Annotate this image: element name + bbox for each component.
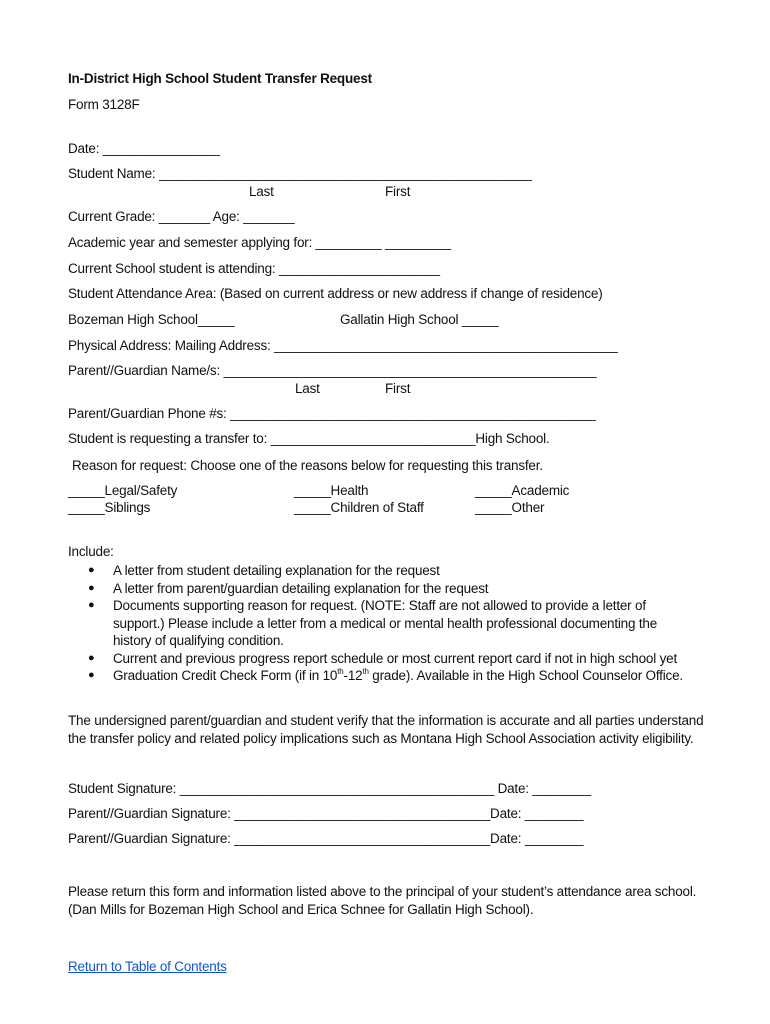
include-item-text: Graduation Credit Check Form (if in 10 — [113, 668, 338, 683]
student-name-first-label: First — [385, 184, 411, 199]
bozeman-option: Bozeman High School_____ — [68, 312, 235, 327]
list-item — [68, 562, 708, 580]
student-name-last-label: Last — [249, 184, 274, 199]
include-item-text: A letter from parent/guardian detailing explanation for the request — [113, 580, 489, 596]
verification-paragraph: The undersigned parent/guardian and student verify that the information is accurate and all parties understand the transfer policy and related policy implications such as Montana High School Association activity eligibility. — [68, 713, 704, 746]
list-item — [68, 597, 708, 650]
list-item — [68, 650, 708, 668]
reason-siblings: _____Siblings — [68, 500, 151, 515]
reason-other: _____Other — [475, 500, 545, 515]
reason-academic: _____Academic — [475, 483, 570, 498]
return-instructions: Please return this form and information listed above to the principal of your student’s attendance area school. (Dan Mills for Bozeman High School and Erica Schnee for Gallatin High School). — [68, 884, 697, 917]
transfer-to-field: Student is requesting a transfer to: ____________________________High School. — [68, 431, 550, 446]
form-title: In-District High School Student Transfer Request — [68, 71, 372, 86]
physical-address-field: Physical Address: Mailing Address: _______________________________________________ — [68, 338, 618, 353]
student-signature-field: Student Signature: ___________________________________________ Date: ________ — [68, 781, 591, 796]
academic-year-field: Academic year and semester applying for: _________ _________ — [68, 235, 451, 250]
bullet-icon: ● — [88, 669, 95, 681]
list-item — [68, 667, 708, 685]
superscript: th — [362, 667, 369, 676]
include-item-text: -12 — [343, 668, 363, 683]
current-school-field: Current School student is attending: ______________________ — [68, 261, 440, 276]
reason-prompt: Reason for request: Choose one of the reasons below for requesting this transfer. — [72, 458, 543, 473]
guardian-last-label: Last — [295, 381, 320, 396]
grade-age-field: Current Grade: _______ Age: _______ — [68, 209, 295, 224]
include-item-text: grade). Available in the High School Counselor Office. — [368, 668, 683, 683]
attendance-area-field: Student Attendance Area: (Based on current address or new address if change of residence) — [68, 286, 603, 301]
guardian-signature-field-1: Parent//Guardian Signature: ___________________________________Date: ________ — [68, 806, 584, 821]
student-name-field: Student Name: ___________________________________________________ — [68, 166, 532, 181]
include-list — [68, 562, 708, 685]
include-item-text: Current and previous progress report schedule or most current report card if not in high school yet — [113, 650, 677, 666]
bullet-icon: ● — [88, 651, 95, 664]
reason-health: _____Health — [294, 483, 369, 498]
include-item-text: Documents supporting reason for request. (NOTE: Staff are not allowed to provide a letter of support.) Please include a letter from a medical or mental health professional documenting the history of qualifying condition. — [113, 598, 658, 648]
guardian-name-field: Parent//Guardian Name/s: ___________________________________________________ — [68, 363, 597, 378]
superscript: th — [337, 667, 344, 676]
date-field: Date: ________________ — [68, 141, 220, 156]
gallatin-option: Gallatin High School _____ — [340, 312, 499, 327]
bullet-icon: ● — [88, 581, 95, 594]
guardian-signature-field-2: Parent//Guardian Signature: ___________________________________Date: ________ — [68, 831, 584, 846]
bullet-icon: ● — [88, 599, 95, 611]
list-item — [68, 580, 708, 598]
include-item-text: A letter from student detailing explanation for the request — [113, 563, 440, 578]
guardian-first-label: First — [385, 381, 411, 396]
form-number: Form 3128F — [68, 97, 140, 112]
reason-legal-safety: _____Legal/Safety — [68, 483, 178, 498]
bullet-icon: ● — [88, 564, 95, 576]
reason-children-of-staff: _____Children of Staff — [294, 500, 424, 515]
include-heading: Include: — [68, 544, 114, 559]
table-of-contents-link[interactable]: Return to Table of Contents — [68, 959, 227, 974]
guardian-phone-field: Parent/Guardian Phone #s: __________________________________________________ — [68, 406, 596, 421]
